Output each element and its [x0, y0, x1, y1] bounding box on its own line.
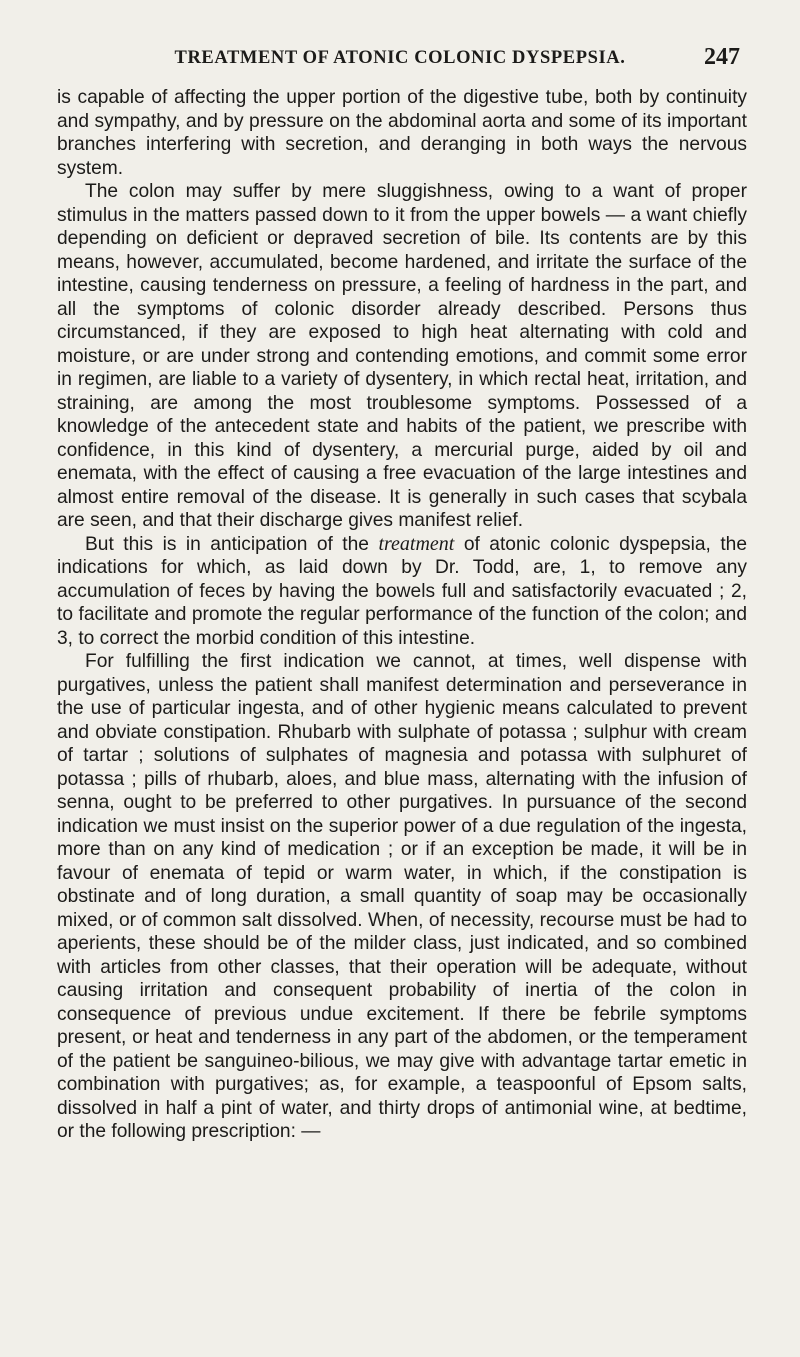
- body-text: [57, 86, 747, 1144]
- paragraph-first-indication: For fulfilling the first indication we cannot, at times, well dispense with purgatives, unless the patient shall manifest determination and perseverance in the use of particular ingesta, and of other hygienic means calculated to prevent and obviate constipation. Rhubarb with sulphate of potassa ; sulphur with cream of tartar ; solutions of sulphates of magnesia and potassa with sulphuret of potassa ; pills of rhubarb, aloes, and blue mass, alternating with the infusion of senna, ought to be preferred to other purgatives. In pursuance of the second indication we must insist on the superior power of a due regulation of the ingesta, more than on any kind of medication ; or if an exception be made, it will be in favour of enemata of tepid or warm water, in which, if the constipation is obstinate and of long duration, a small quantity of soap may be occasionally mixed, or of common salt dissolved. When, of necessity, recourse must be had to aperients, these should be of the milder class, just indicated, and so combined with articles from other classes, that their operation will be adequate, without causing irritation and consequent probability of inertia of the colon in consequence of previous undue excitement. If there be febrile symptoms present, or heat and tenderness in any part of the abdomen, or the temperament of the patient be sanguineo-bilious, we may give with advantage tartar emetic in combination with purgatives; as, for example, a teaspoonful of Epsom salts, dissolved in half a pint of water, and thirty drops of antimonial wine, at bedtime, or the following prescription: —: [57, 651, 747, 1142]
- running-head: [60, 44, 740, 74]
- paragraph-indications: [57, 533, 747, 651]
- paragraph-colon-sluggishness: The colon may suffer by mere sluggishness, owing to a want of proper stimulus in the matters passed down to it from the upper bowels — a want chiefly depending on deficient or depraved secretion of bile. Its contents are by this means, however, accumulated, become hardened, and irritate the surface of the intestine, causing tenderness on pressure, a feeling of hardness in the part, and all the symptoms of colonic disorder already described. Persons thus circumstanced, if they are exposed to high heat alternating with cold and moisture, or are under strong and contending emotions, and commit some error in regimen, are liable to a variety of dysentery, in which rectal heat, irritation, and straining, are among the most troublesome symptoms. Possessed of a knowledge of the antecedent state and habits of the patient, we prescribe with confidence, in this kind of dysentery, a mercurial purge, aided by oil and enemata, with the effect of causing a free evacuation of the large intestines and almost entire removal of the disease. It is generally in such cases that scybala are seen, and that their discharge gives manifest relief.: [57, 181, 747, 531]
- treatment-emphasis: treatment: [378, 532, 455, 555]
- running-title: TREATMENT OF ATONIC COLONIC DYSPEPSIA.: [174, 48, 626, 68]
- paragraph-indications-before: But this is in anticipation of the: [85, 533, 379, 555]
- page-number: 247: [704, 44, 740, 70]
- paragraph-continuation: is capable of affecting the upper portion of the digestive tube, both by continuity and sympathy, and by pressure on the abdominal aorta and some of its important branches interfering with secretion, and deranging in both ways the nervous system.: [57, 87, 747, 179]
- paragraph-indications-after: of atonic colonic dyspepsia, the indications for which, as laid down by Dr. Todd, are, 1, to remove any accumulation of feces by having the bowels full and satisfactorily evacuated ; 2, to facilitate and promote the regular performance of the function of the colon; and 3, to correct the morbid condition of this intestine.: [57, 533, 747, 649]
